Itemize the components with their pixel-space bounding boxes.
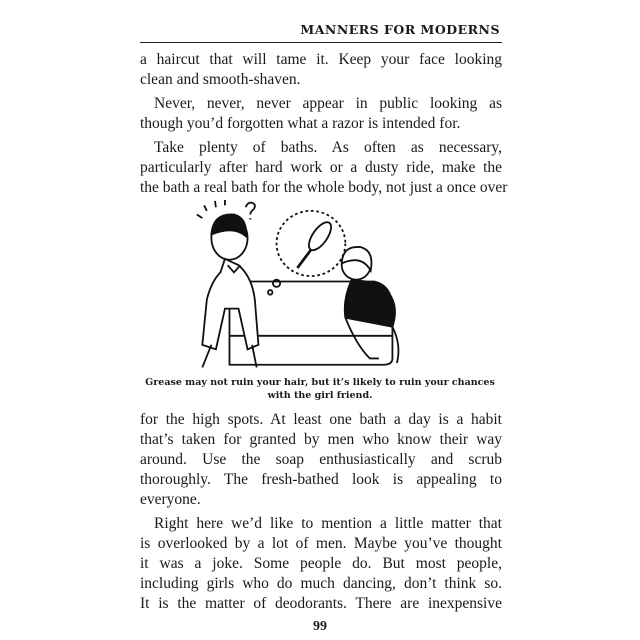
text-line: clean and smooth-shaven. <box>140 71 301 88</box>
bottom-paragraphs <box>140 410 502 614</box>
text-line: for the high spots. At least one bath a day is a habit <box>140 411 502 428</box>
text-line: that’s taken for granted by men who know their way <box>140 431 502 448</box>
text-line: thoroughly. The fresh-bathed look is appealing to <box>140 471 502 488</box>
text-line: Never, never, never appear in public looking as <box>154 95 502 112</box>
text-line: around. Use the soap enthusiastically and scrub <box>140 451 502 468</box>
text-line: including girls who do much dancing, don’t think so. <box>140 575 502 592</box>
thought-bubble <box>277 211 346 276</box>
page-number: 99 <box>313 619 327 634</box>
caption-line: Grease may not ruin your hair, but it’s likely to ruin your chances <box>145 377 495 388</box>
illustration-caption <box>130 376 510 402</box>
text-line: particularly after hard work or a dusty ride, make the <box>140 159 502 176</box>
caption-line: with the girl friend. <box>267 390 373 401</box>
text-line: a haircut that will tame it. Keep your face looking <box>140 51 502 68</box>
text-line: it was a joke. Some people do. But most people, <box>140 555 502 572</box>
text-line: It is the matter of deodorants. There are inexpensive <box>140 595 502 612</box>
frying-pan-icon <box>297 219 335 268</box>
running-title: MANNERS FOR MODERNS <box>300 22 500 37</box>
text-line: Right here we’d like to mention a little matter that <box>154 515 502 532</box>
cartoon-illustration <box>170 200 470 372</box>
question-mark-icon <box>246 203 255 220</box>
text-line: is overlooked by a lot of men. Maybe you’ve thought <box>140 535 502 552</box>
text-line: though you’d forgotten what a razor is intended for. <box>140 115 461 132</box>
girl-figure <box>342 247 399 363</box>
top-paragraphs <box>140 50 508 198</box>
text-line: Take plenty of baths. As often as necessary, <box>154 139 502 156</box>
header-rule <box>140 42 502 43</box>
man-figure <box>197 200 259 367</box>
text-line: everyone. <box>140 491 201 508</box>
text-line: the bath a real bath for the whole body, not just a once over <box>140 179 508 196</box>
